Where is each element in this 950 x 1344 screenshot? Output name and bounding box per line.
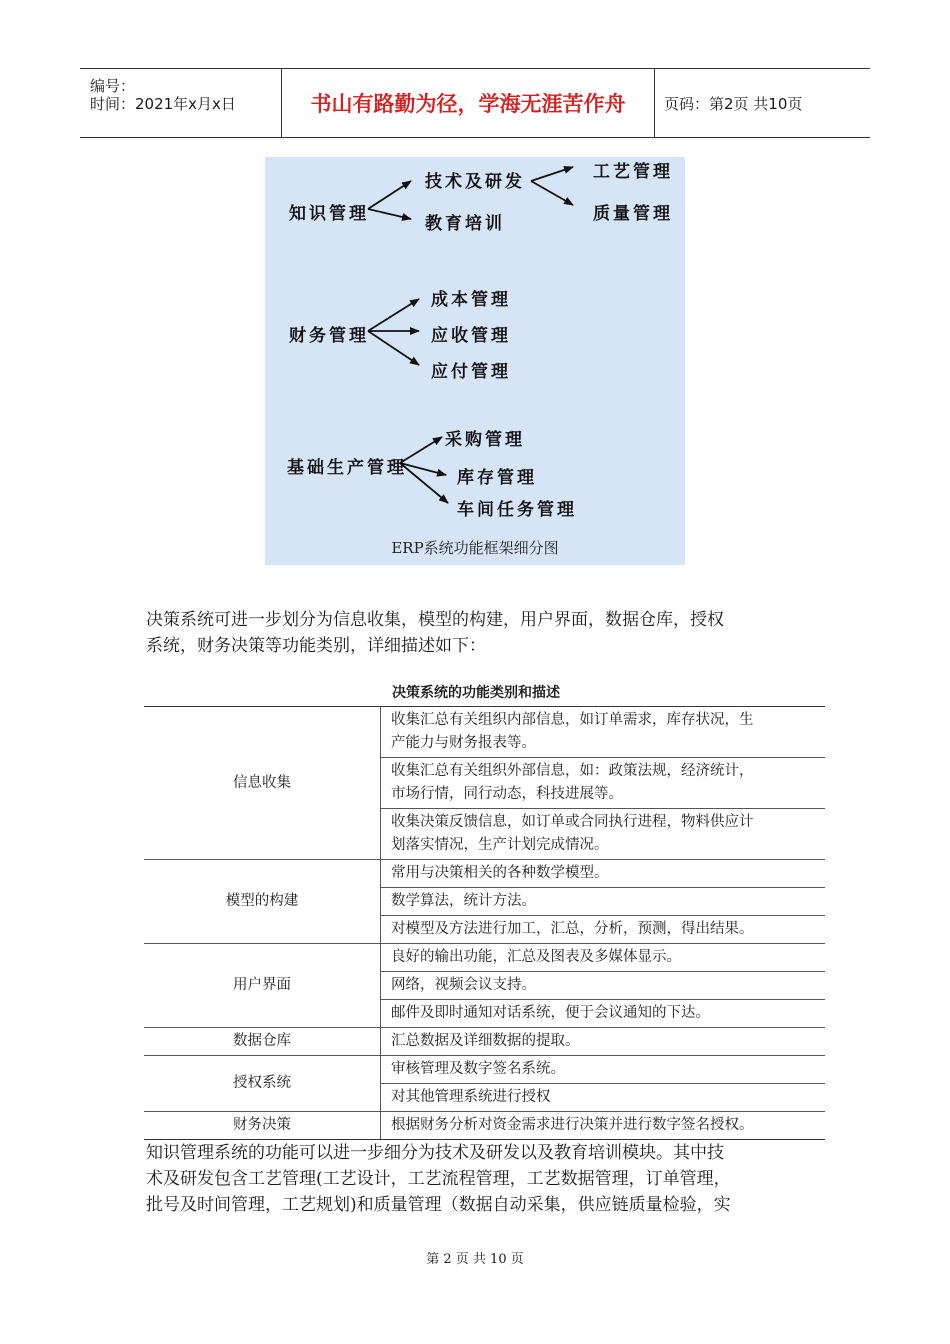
arrow bbox=[531, 181, 573, 205]
arrow bbox=[368, 209, 411, 219]
node-finance: 财务管理 bbox=[289, 326, 369, 346]
table-row bbox=[144, 1056, 825, 1084]
description-line: 良好的输出功能，汇总及图表及多媒体显示。 bbox=[391, 949, 681, 965]
description-line: 收集汇总有关组织内部信息，如订单需求，库存状况，生 bbox=[391, 712, 754, 728]
table-description-cell bbox=[381, 1112, 826, 1140]
description-line: 对模型及方法进行加工，汇总，分析，预测，得出结果。 bbox=[391, 921, 754, 937]
table-category-cell: 用户界面 bbox=[144, 944, 381, 1028]
table-category-cell: 模型的构建 bbox=[144, 860, 381, 944]
intro-paragraph bbox=[146, 607, 806, 659]
description-line: 产能力与财务报表等。 bbox=[391, 735, 536, 751]
page-footer: 第 2 页 共 10 页 bbox=[426, 1252, 524, 1267]
table-caption: 决策系统的功能类别和描述 bbox=[392, 685, 560, 701]
description-line: 汇总数据及详细数据的提取。 bbox=[391, 1033, 580, 1049]
diagram-caption: ERP系统功能框架细分图 bbox=[391, 539, 559, 557]
header-meta-cell bbox=[80, 69, 280, 137]
table-description-cell bbox=[381, 758, 826, 809]
table-category-cell: 数据仓库 bbox=[144, 1028, 381, 1056]
table-description-cell bbox=[381, 860, 826, 888]
node-tech-rd: 技术及研发 bbox=[425, 172, 525, 192]
table-description-cell bbox=[381, 1084, 826, 1112]
table-row bbox=[144, 1112, 825, 1140]
description-line: 划落实情况，生产计划完成情况。 bbox=[391, 837, 609, 853]
table-description-cell bbox=[381, 888, 826, 916]
header-date-label: 时间：2021年x月x日 bbox=[90, 95, 236, 113]
table-description-cell bbox=[381, 1028, 826, 1056]
node-process: 工艺管理 bbox=[593, 162, 673, 182]
description-line: 邮件及即时通知对话系统，便于会议通知的下达。 bbox=[391, 1005, 710, 1021]
table-category-cell: 财务决策 bbox=[144, 1112, 381, 1140]
node-purchase: 采购管理 bbox=[445, 430, 525, 450]
table-row bbox=[144, 707, 825, 758]
node-knowledge: 知识管理 bbox=[289, 204, 369, 224]
arrow bbox=[368, 299, 419, 331]
table-row bbox=[144, 1028, 825, 1056]
arrow bbox=[531, 167, 573, 181]
table-row bbox=[144, 860, 825, 888]
table-description-cell bbox=[381, 916, 826, 944]
description-line: 收集决策反馈信息，如订单或合同执行进程，物料供应计 bbox=[391, 814, 754, 830]
node-cost: 成本管理 bbox=[431, 290, 511, 310]
arrow bbox=[368, 331, 419, 365]
node-production: 基础生产管理 bbox=[287, 458, 407, 478]
arrow bbox=[368, 181, 411, 209]
table-description-cell bbox=[381, 944, 826, 972]
decision-function-table bbox=[144, 706, 825, 1140]
paragraph-line: 系统，财务决策等功能类别，详细描述如下： bbox=[146, 636, 486, 656]
paragraph-line: 决策系统可进一步划分为信息收集，模型的构建，用户界面，数据仓库，授权 bbox=[146, 610, 724, 630]
description-line: 根据财务分析对资金需求进行决策并进行数字签名授权。 bbox=[391, 1117, 754, 1133]
node-receivable: 应收管理 bbox=[431, 326, 511, 346]
description-line: 市场行情，同行动态，科技进展等。 bbox=[391, 786, 623, 802]
table-description-cell bbox=[381, 707, 826, 758]
paragraph-line: 批号及时间管理，工艺规划)和质量管理（数据自动采集，供应链质量检验，实 bbox=[146, 1195, 731, 1215]
header-number-label: 编号： bbox=[90, 77, 136, 95]
node-workshop: 车间任务管理 bbox=[457, 500, 577, 520]
table-description-cell bbox=[381, 809, 826, 860]
header-motto: 书山有路勤为径，学海无涯苦作舟 bbox=[310, 92, 626, 116]
description-line: 收集汇总有关组织外部信息，如：政策法规，经济统计， bbox=[391, 763, 754, 779]
description-line: 审核管理及数字签名系统。 bbox=[391, 1061, 565, 1077]
header-divider bbox=[654, 69, 655, 137]
node-quality: 质量管理 bbox=[593, 204, 673, 224]
table-description-cell bbox=[381, 1000, 826, 1028]
node-inventory: 库存管理 bbox=[457, 468, 537, 488]
erp-framework-diagram bbox=[265, 157, 685, 565]
closing-paragraph bbox=[146, 1140, 806, 1218]
table-description-cell bbox=[381, 1056, 826, 1084]
node-education: 教育培训 bbox=[425, 214, 505, 234]
header-page-label: 页码：第2页 共10页 bbox=[664, 94, 803, 113]
paragraph-line: 知识管理系统的功能可以进一步细分为技术及研发以及教育培训模块。其中技 bbox=[146, 1143, 724, 1163]
table-category-cell: 授权系统 bbox=[144, 1056, 381, 1112]
node-payable: 应付管理 bbox=[431, 362, 511, 382]
table-row bbox=[144, 944, 825, 972]
table-category-cell: 信息收集 bbox=[144, 707, 381, 860]
paragraph-line: 术及研发包含工艺管理(工艺设计，工艺流程管理，工艺数据管理，订单管理， bbox=[146, 1169, 731, 1189]
description-line: 数学算法，统计方法。 bbox=[391, 893, 536, 909]
description-line: 常用与决策相关的各种数学模型。 bbox=[391, 865, 609, 881]
page-header bbox=[80, 68, 870, 138]
description-line: 网络，视频会议支持。 bbox=[391, 977, 536, 993]
table-description-cell bbox=[381, 972, 826, 1000]
description-line: 对其他管理系统进行授权 bbox=[391, 1089, 551, 1105]
